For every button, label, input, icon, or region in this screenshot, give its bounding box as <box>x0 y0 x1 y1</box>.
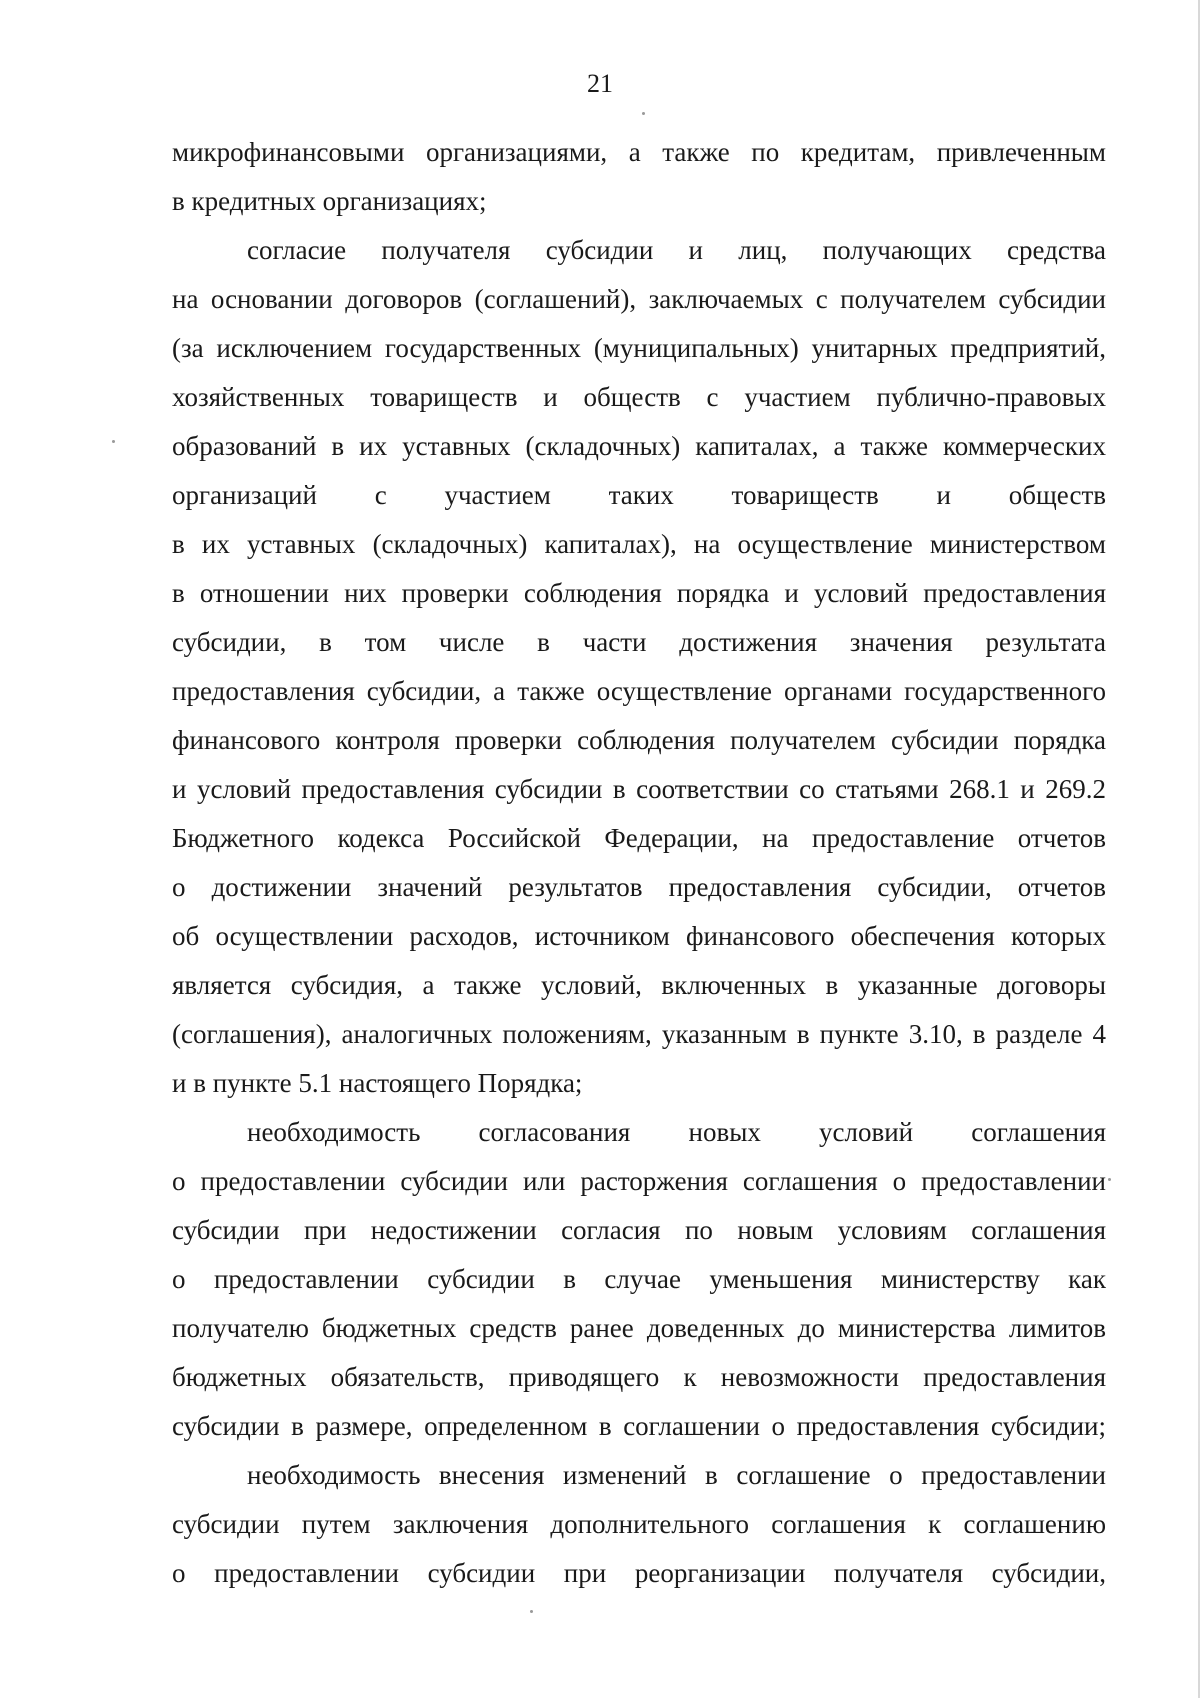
text-line: предоставления субсидии, а также осуществление органами государственного <box>172 676 1106 706</box>
text-line: Бюджетного кодекса Российской Федерации, на предоставление отчетов <box>172 823 1106 853</box>
text-line: образований в их уставных (складочных) капиталах, а также коммерческих <box>172 431 1106 461</box>
text-line: бюджетных обязательств, приводящего к невозможности предоставления <box>172 1362 1106 1392</box>
text-line: получателю бюджетных средств ранее доведенных до министерства лимитов <box>172 1313 1106 1343</box>
text-line: финансового контроля проверки соблюдения получателем субсидии порядка <box>172 725 1106 755</box>
text-line: необходимость внесения изменений в соглашение о предоставлении <box>247 1460 1106 1490</box>
text-line: субсидии путем заключения дополнительного соглашения к соглашению <box>172 1509 1106 1539</box>
page-number: 21 <box>587 69 613 98</box>
text-line: является субсидия, а также условий, включенных в указанные договоры <box>172 970 1106 1000</box>
text-line: в их уставных (складочных) капиталах), на осуществление министерством <box>172 529 1106 559</box>
text-line: о предоставлении субсидии или расторжения соглашения о предоставлении <box>172 1166 1106 1196</box>
text-line: хозяйственных товариществ и обществ с участием публично-правовых <box>172 382 1106 412</box>
body-text <box>172 128 1106 1598</box>
text-line: на основании договоров (соглашений), заключаемых с получателем субсидии <box>172 284 1106 314</box>
text-line: и условий предоставления субсидии в соответствии со статьями 268.1 и 269.2 <box>172 774 1106 804</box>
text-line: о предоставлении субсидии при реорганизации получателя субсидии, <box>172 1558 1106 1588</box>
scan-speck <box>112 440 115 443</box>
text-line: и в пункте 5.1 настоящего Порядка; <box>172 1068 583 1098</box>
text-line: необходимость согласования новых условий соглашения <box>247 1117 1106 1147</box>
text-line: организаций с участием таких товариществ и обществ <box>172 480 1106 510</box>
text-line: о достижении значений результатов предоставления субсидии, отчетов <box>172 872 1106 902</box>
scan-speck <box>1108 1178 1111 1181</box>
text-line: об осуществлении расходов, источником финансового обеспечения которых <box>172 921 1106 951</box>
scan-speck <box>530 1610 533 1613</box>
text-line: согласие получателя субсидии и лиц, получающих средства <box>247 235 1106 265</box>
text-line: в отношении них проверки соблюдения порядка и условий предоставления <box>172 578 1106 608</box>
text-line: субсидии, в том числе в части достижения значения результата <box>172 627 1106 657</box>
text-line: микрофинансовыми организациями, а также по кредитам, привлеченным <box>172 137 1106 167</box>
text-line: субсидии в размере, определенном в соглашении о предоставления субсидии; <box>172 1411 1106 1441</box>
text-line: о предоставлении субсидии в случае уменьшения министерству как <box>172 1264 1106 1294</box>
text-line: в кредитных организациях; <box>172 186 487 216</box>
text-line: субсидии при недостижении согласия по новым условиям соглашения <box>172 1215 1106 1245</box>
text-line: (соглашения), аналогичных положениям, указанным в пункте 3.10, в разделе 4 <box>172 1019 1106 1049</box>
text-line: (за исключением государственных (муниципальных) унитарных предприятий, <box>172 333 1106 363</box>
scan-speck <box>642 112 645 115</box>
